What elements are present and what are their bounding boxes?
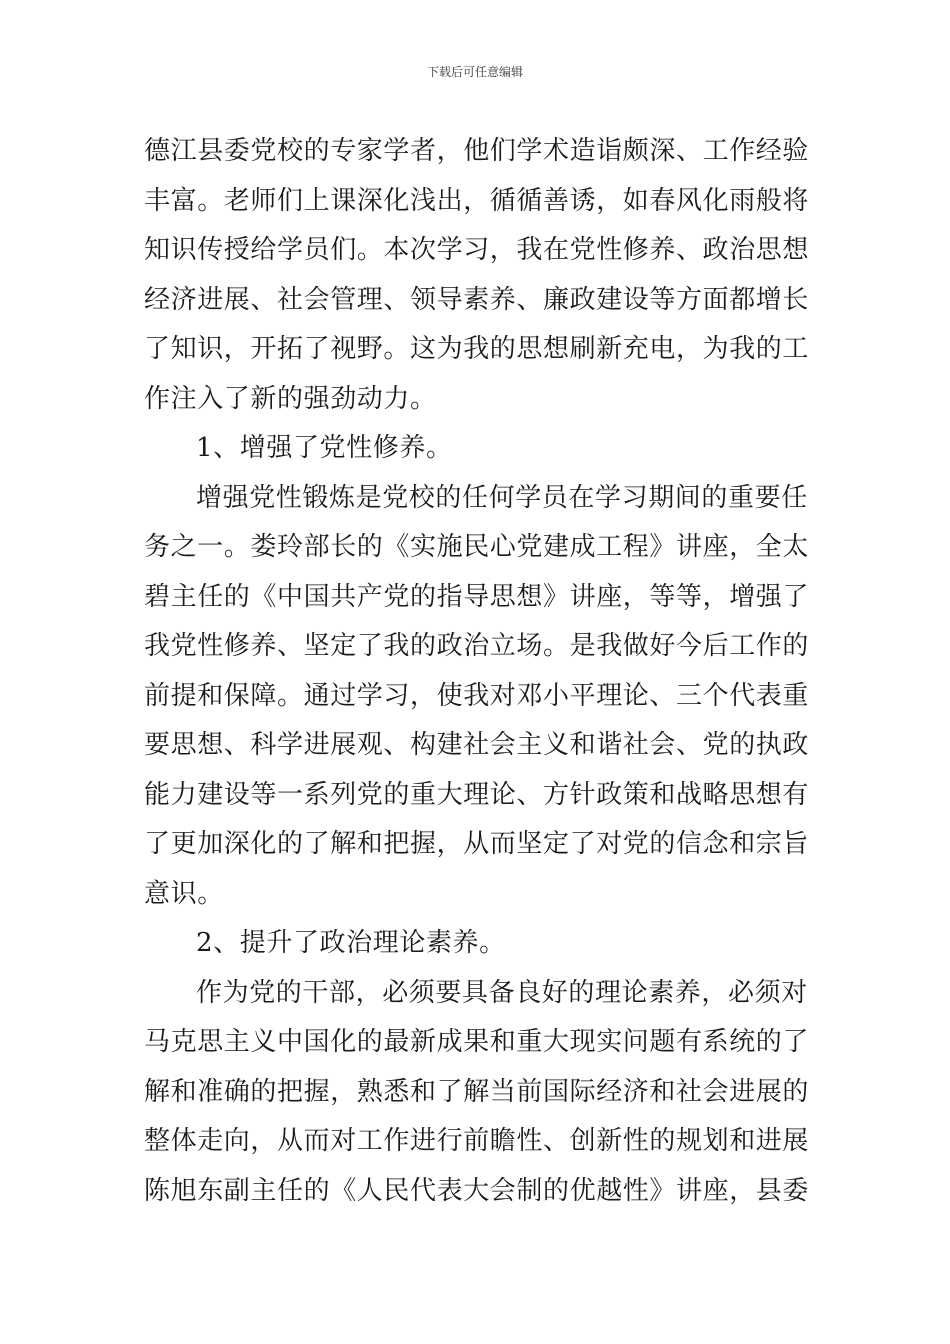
text-line: 陈旭东副主任的《人民代表大会制的优越性》讲座，县委 (144, 1175, 810, 1206)
text-line: 马克思主义中国化的最新成果和重大现实问题有系统的了 (144, 1027, 810, 1057)
text-line: 务之一。娄玲部长的《实施民心党建成工程》讲座，全太 (144, 532, 810, 562)
text-line: 增强党性锻炼是党校的任何学员在学习期间的重要任 (196, 482, 808, 513)
text-line: 作注入了新的强劲动力。 (144, 383, 437, 414)
page-header-note: 下载后可任意编辑 (426, 65, 523, 79)
document-body (144, 127, 808, 1216)
text-line: 了更加深化的了解和把握，从而坚定了对党的信念和宗旨 (144, 829, 810, 859)
text-line: 能力建设等一系列党的重大理论、方针政策和战略思想有 (144, 779, 810, 810)
text-line: 经济进展、社会管理、领导素养、廉政建设等方面都增长 (144, 284, 810, 315)
text-line: 了知识，开拓了视野。这为我的思想刷新充电，为我的工 (144, 334, 810, 364)
text-line: 丰富。老师们上课深化浅出，循循善诱，如春风化雨般将 (144, 185, 810, 216)
text-line: 前提和保障。通过学习，使我对邓小平理论、三个代表重 (144, 680, 810, 711)
text-line: 意识。 (144, 878, 224, 909)
text-line: 整体走向，从而对工作进行前瞻性、创新性的规划和进展 (144, 1126, 810, 1156)
section-heading: 2、提升了政治理论素养。 (196, 928, 506, 958)
text-line: 作为党的干部，必须要具备良好的理论素养，必须对 (196, 977, 808, 1008)
text-line: 知识传授给学员们。本次学习，我在党性修养、政治思想 (144, 235, 810, 265)
text-line: 解和准确的把握，熟悉和了解当前国际经济和社会进展的 (144, 1076, 810, 1107)
text-line: 碧主任的《中国共产党的指导思想》讲座，等等，增强了 (144, 581, 810, 612)
text-line: 德江县委党校的专家学者，他们学术造诣颇深、工作经验 (144, 136, 810, 166)
section-heading: 1、增强了党性修养。 (196, 433, 453, 463)
text-line: 要思想、科学进展观、构建社会主义和谐社会、党的执政 (144, 730, 810, 760)
text-line: 我党性修养、坚定了我的政治立场。是我做好今后工作的 (144, 631, 810, 661)
